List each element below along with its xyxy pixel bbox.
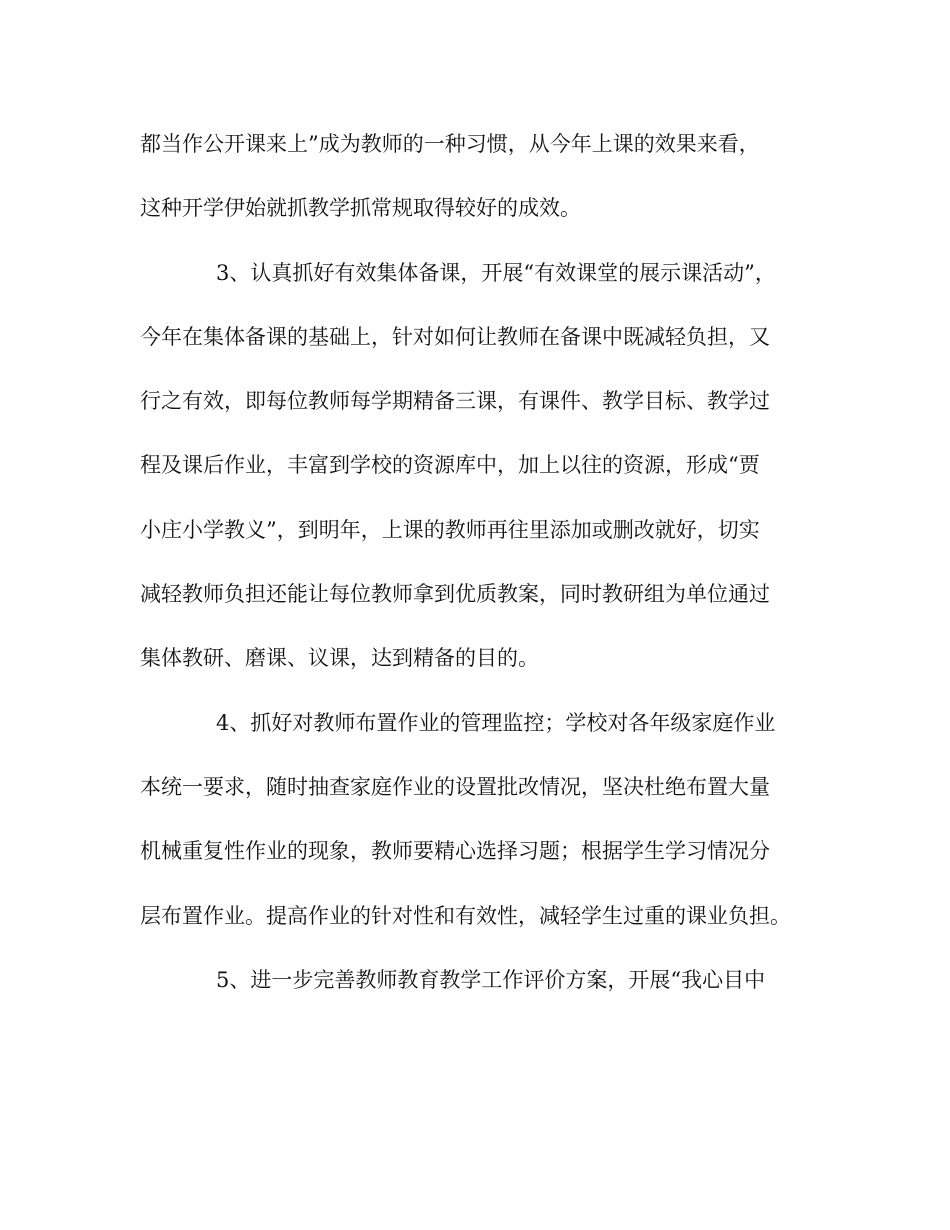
text-line: 今年在集体备课的基础上，针对如何让教师在备课中既减轻负担，又	[140, 324, 770, 349]
text-line: 集体教研、磨课、议课，达到精备的目的。	[140, 646, 539, 671]
text-line: 程及课后作业，丰富到学校的资源库中，加上以往的资源，形成“贾	[140, 453, 760, 478]
text-line: 层布置作业。提高作业的针对性和有效性，减轻学生过重的课业负担。	[140, 903, 791, 928]
text-line: 小庄小学教义”，到明年，上课的教师再往里添加或删改就好，切实	[140, 517, 760, 542]
text-line: 本统一要求，随时抽查家庭作业的设置批改情况，坚决杜绝布置大量	[140, 774, 770, 799]
text-line: 5、进一步完善教师教育教学工作评价方案，开展“我心目中	[216, 967, 766, 992]
text-line: 4、抓好对教师布置作业的管理监控；学校对各年级家庭作业	[216, 710, 776, 735]
text-line: 这种开学伊始就抓教学抓常规取得较好的成效。	[140, 196, 581, 221]
body-text	[140, 118, 820, 1018]
text-line: 减轻教师负担还能让每位教师拿到优质教案，同时教研组为单位通过	[140, 582, 770, 607]
text-line: 行之有效，即每位教师每学期精备三课，有课件、教学目标、教学过	[140, 389, 770, 414]
text-line: 都当作公开课来上”成为教师的一种习惯，从今年上课的效果来看，	[140, 132, 760, 156]
text-line: 3、认真抓好有效集体备课，开展“有效课堂的展示课活动”，	[216, 260, 776, 285]
text-line: 机械重复性作业的现象，教师要精心选择习题；根据学生学习情况分	[140, 839, 770, 864]
